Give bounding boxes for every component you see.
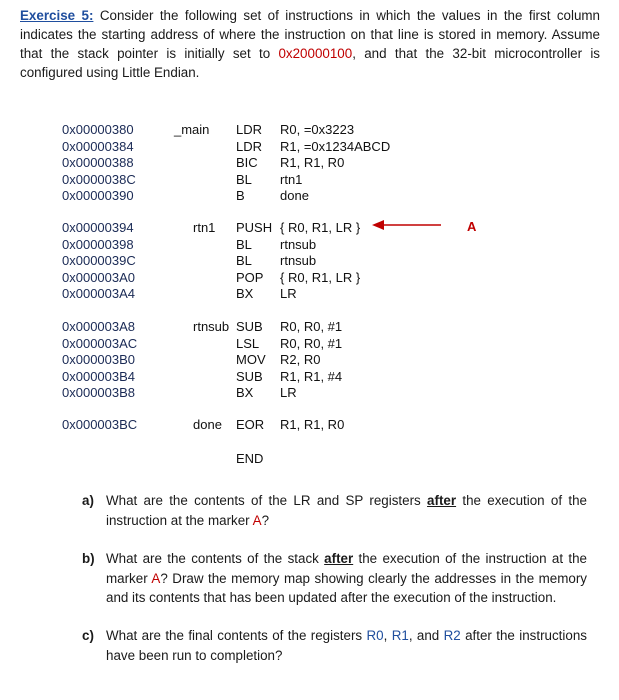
- operand: { R0, R1, LR }: [280, 220, 361, 235]
- question-text: ?: [261, 512, 270, 528]
- address: 0x000003B4: [62, 368, 136, 384]
- address: 0x000003B0: [62, 352, 136, 367]
- mnemonic: B: [236, 188, 245, 203]
- mnemonic: MOV: [236, 352, 266, 367]
- exercise-intro: [20, 6, 600, 82]
- separator: ,: [383, 628, 392, 643]
- address: 0x0000038C: [62, 171, 136, 187]
- separator: , and: [408, 628, 444, 643]
- mnemonic: EOR: [236, 417, 265, 432]
- question-text: What are the contents of the stack: [106, 551, 325, 566]
- address-column-done: [62, 417, 137, 434]
- operand: rtn1: [280, 171, 303, 187]
- operand: R1, R1, R0: [280, 417, 345, 432]
- question-a: [82, 491, 587, 530]
- operand-column-rtnsub: [280, 319, 342, 402]
- emphasis-after: after: [427, 493, 457, 508]
- emphasis-after: after: [324, 551, 354, 566]
- mnemonic-column-rtn1: [236, 220, 272, 303]
- address: 0x000003B8: [62, 385, 136, 400]
- mnemonic: LDR: [236, 138, 263, 154]
- question-text: ? Draw the memory map showing clearly the addresses in the memory and its contents that has been updated after the execution of the instruction.: [106, 570, 587, 605]
- question-text: the execution of the instruction at the marker: [106, 551, 587, 586]
- mnemonic: BL: [236, 253, 252, 268]
- question-text: the execution of the instruction at the marker: [106, 493, 587, 528]
- question-b: [82, 549, 587, 608]
- stack-pointer-value: 0x20000100: [278, 46, 353, 61]
- operand: { R0, R1, LR }: [280, 269, 361, 285]
- address-column-rtnsub: [62, 319, 137, 402]
- intro-text-1: Consider the following set of instructions in which the values in the first column indicates the starting address of where the instruction on that line is stored in memory. Assume that the stack pointer is initially set to: [20, 8, 600, 61]
- address: 0x00000394: [62, 220, 134, 235]
- mnemonic-column-done: [236, 417, 264, 434]
- marker-a-label: A: [467, 219, 477, 234]
- label-rtnsub: rtnsub: [193, 319, 230, 334]
- address-column-rtn1: [62, 220, 136, 303]
- address-column-main: [62, 122, 136, 205]
- operand: LR: [280, 385, 297, 400]
- operand: rtnsub: [280, 253, 317, 268]
- question-letter: a): [82, 493, 94, 508]
- mnemonic: BX: [236, 286, 254, 301]
- address: 0x000003A4: [62, 286, 136, 301]
- mnemonic: BX: [236, 385, 254, 400]
- operand: R1, =0x1234ABCD: [280, 138, 391, 154]
- mnemonic: BL: [236, 236, 252, 252]
- register-r1: R1: [391, 628, 409, 643]
- mnemonic: SUB: [236, 319, 263, 334]
- intro-text-2: , and that the 32-bit microcontroller is configured using Little Endian.: [20, 46, 601, 80]
- address: 0x000003A0: [62, 269, 136, 285]
- address: 0x000003BC: [62, 417, 138, 432]
- label-done: done: [193, 417, 222, 432]
- question-c: [82, 626, 587, 665]
- operand: R1, R1, R0: [280, 155, 345, 170]
- address: 0x000003A8: [62, 319, 136, 334]
- address: 0x00000390: [62, 188, 134, 203]
- register-r0: R0: [366, 628, 384, 643]
- mnemonic: LDR: [236, 122, 263, 137]
- mnemonic: POP: [236, 269, 264, 285]
- operand: R0, R0, #1: [280, 319, 343, 334]
- operand-column-rtn1: [280, 220, 360, 303]
- mnemonic: LSL: [236, 335, 260, 351]
- question-letter: b): [82, 551, 95, 566]
- operand: rtnsub: [280, 236, 317, 252]
- mnemonic: SUB: [236, 368, 263, 384]
- operand: R0, R0, #1: [280, 335, 343, 351]
- mnemonic: BL: [236, 171, 252, 187]
- question-text: What are the contents of the LR and SP registers: [106, 493, 428, 508]
- label-main: _main: [174, 122, 210, 137]
- marker-reference: A: [252, 512, 262, 528]
- operand-column-done: [280, 417, 344, 434]
- question-text: What are the final contents of the registers: [106, 628, 367, 643]
- mnemonic-column-rtnsub: [236, 319, 266, 402]
- marker-arrow-icon: [372, 219, 442, 231]
- address: 0x000003AC: [62, 335, 138, 351]
- operand: R1, R1, #4: [280, 368, 343, 384]
- question-letter: c): [82, 628, 94, 643]
- address: 0x0000039C: [62, 253, 136, 268]
- operand: done: [280, 188, 309, 203]
- mnemonic: PUSH: [236, 220, 273, 235]
- operand: R2, R0: [280, 352, 321, 367]
- address: 0x00000388: [62, 155, 134, 170]
- label-rtn1: rtn1: [193, 220, 216, 235]
- address: 0x00000398: [62, 236, 134, 252]
- operand-column-main: [280, 122, 390, 205]
- operand: LR: [280, 286, 297, 301]
- exercise-title: Exercise 5:: [20, 8, 94, 23]
- address: 0x00000380: [62, 122, 134, 137]
- address: 0x00000384: [62, 138, 134, 154]
- mnemonic-column-main: [236, 122, 262, 205]
- question-text: after the instructions have been run to completion?: [106, 628, 587, 663]
- end-directive: END: [236, 451, 264, 466]
- mnemonic: BIC: [236, 155, 258, 170]
- register-r2: R2: [443, 628, 461, 643]
- operand: R0, =0x3223: [280, 122, 355, 137]
- marker-reference: A: [151, 570, 161, 586]
